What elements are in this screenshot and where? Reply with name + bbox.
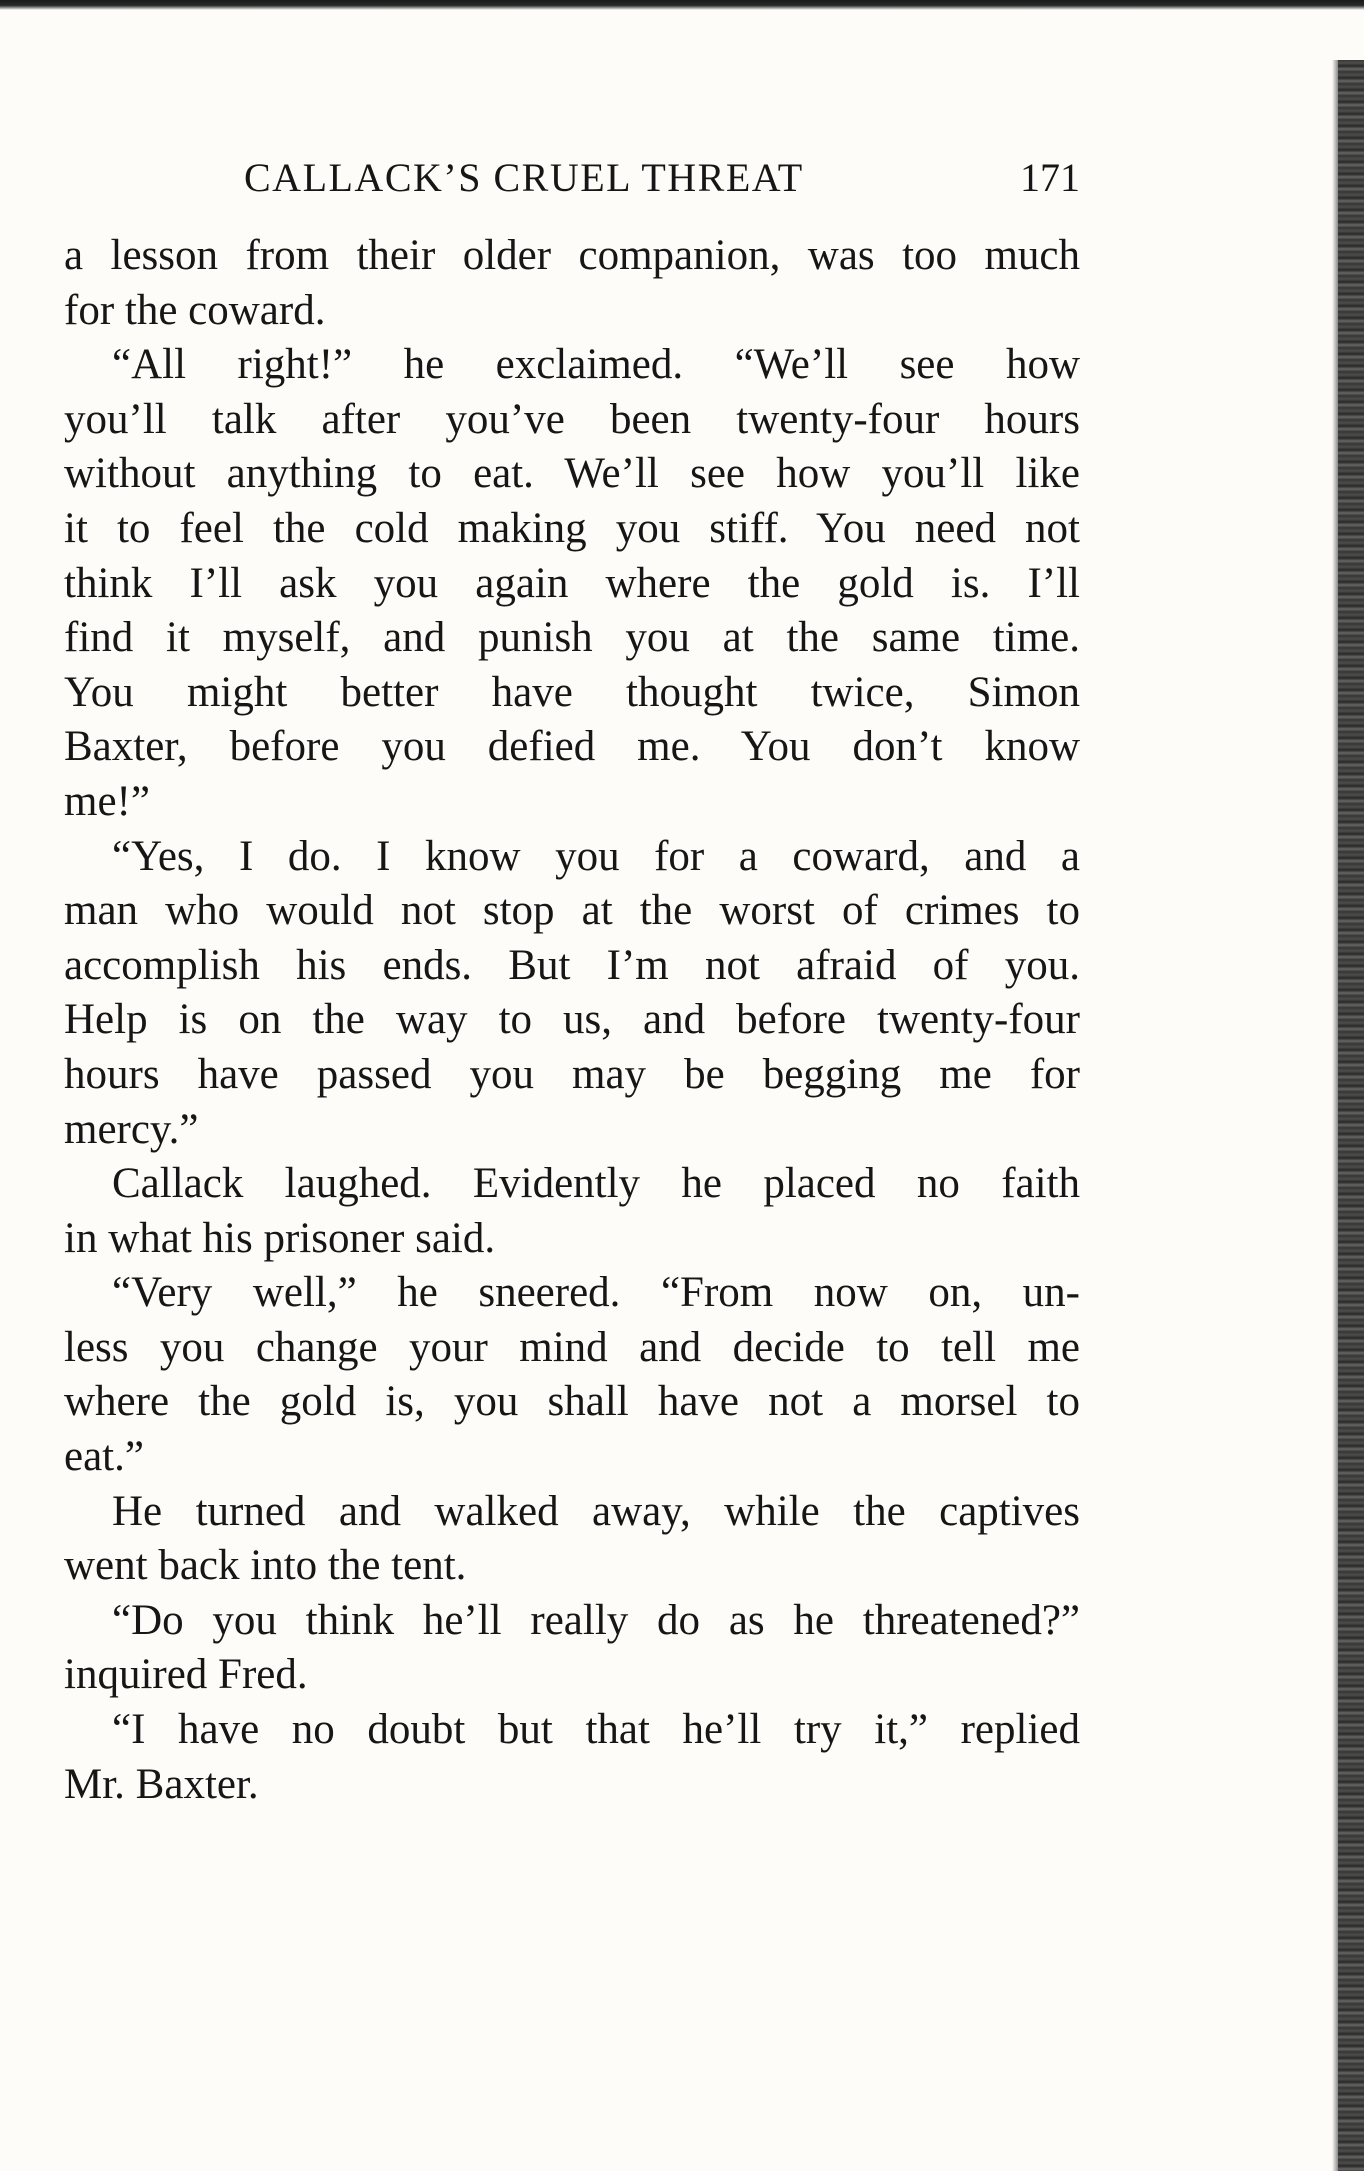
text-line: you’ll talk after you’ve been twenty-four hours bbox=[64, 395, 1080, 443]
text-line: Mr. Baxter. bbox=[64, 1760, 259, 1808]
text-line: find it myself, and punish you at the same time. bbox=[64, 614, 1080, 662]
page-number: 171 bbox=[1020, 155, 1080, 200]
text-line: it to feel the cold making you stiff. You need not bbox=[64, 504, 1080, 552]
text-line: without anything to eat. We’ll see how you’ll like bbox=[64, 450, 1080, 498]
text-line: me!” bbox=[64, 777, 150, 825]
body-text bbox=[64, 229, 1080, 1812]
text-line: hours have passed you may be begging me for bbox=[64, 1050, 1080, 1098]
text-line: inquired Fred. bbox=[64, 1651, 308, 1699]
text-line: man who would not stop at the worst of crimes to bbox=[64, 887, 1080, 935]
text-line: “Very well,” he sneered. “From now on, un- bbox=[112, 1269, 1080, 1317]
text-line: think I’ll ask you again where the gold is. I’ll bbox=[64, 559, 1080, 607]
text-line: went back into the tent. bbox=[64, 1542, 467, 1590]
page-right-edge bbox=[1338, 60, 1364, 2171]
text-line: mercy.” bbox=[64, 1105, 199, 1153]
text-line: You might better have thought twice, Simon bbox=[64, 668, 1080, 716]
text-line: “I have no doubt but that he’ll try it,” replied bbox=[112, 1706, 1080, 1754]
text-line: Baxter, before you defied me. You don’t know bbox=[64, 723, 1080, 771]
text-line: “All right!” he exclaimed. “We’ll see how bbox=[112, 341, 1080, 389]
text-line: “Yes, I do. I know you for a coward, and a bbox=[112, 832, 1080, 880]
text-line: accomplish his ends. But I’m not afraid of you. bbox=[64, 941, 1080, 989]
text-line: eat.” bbox=[64, 1433, 144, 1481]
text-line: “Do you think he’ll really do as he threatened?” bbox=[112, 1596, 1080, 1644]
text-line: He turned and walked away, while the captives bbox=[112, 1487, 1080, 1535]
text-line: Callack laughed. Evidently he placed no faith bbox=[112, 1160, 1080, 1208]
text-line: where the gold is, you shall have not a morsel to bbox=[64, 1378, 1080, 1426]
running-title: CALLACK’S CRUEL THREAT bbox=[244, 155, 804, 200]
running-head bbox=[64, 148, 1080, 208]
text-line: Help is on the way to us, and before twenty-four bbox=[64, 996, 1080, 1044]
text-line: less you change your mind and decide to tell me bbox=[64, 1323, 1080, 1371]
text-line: a lesson from their older companion, was too much bbox=[64, 232, 1080, 279]
text-line: for the coward. bbox=[64, 286, 326, 334]
text-line: in what his prisoner said. bbox=[64, 1214, 496, 1262]
page-top-edge bbox=[0, 0, 1364, 10]
